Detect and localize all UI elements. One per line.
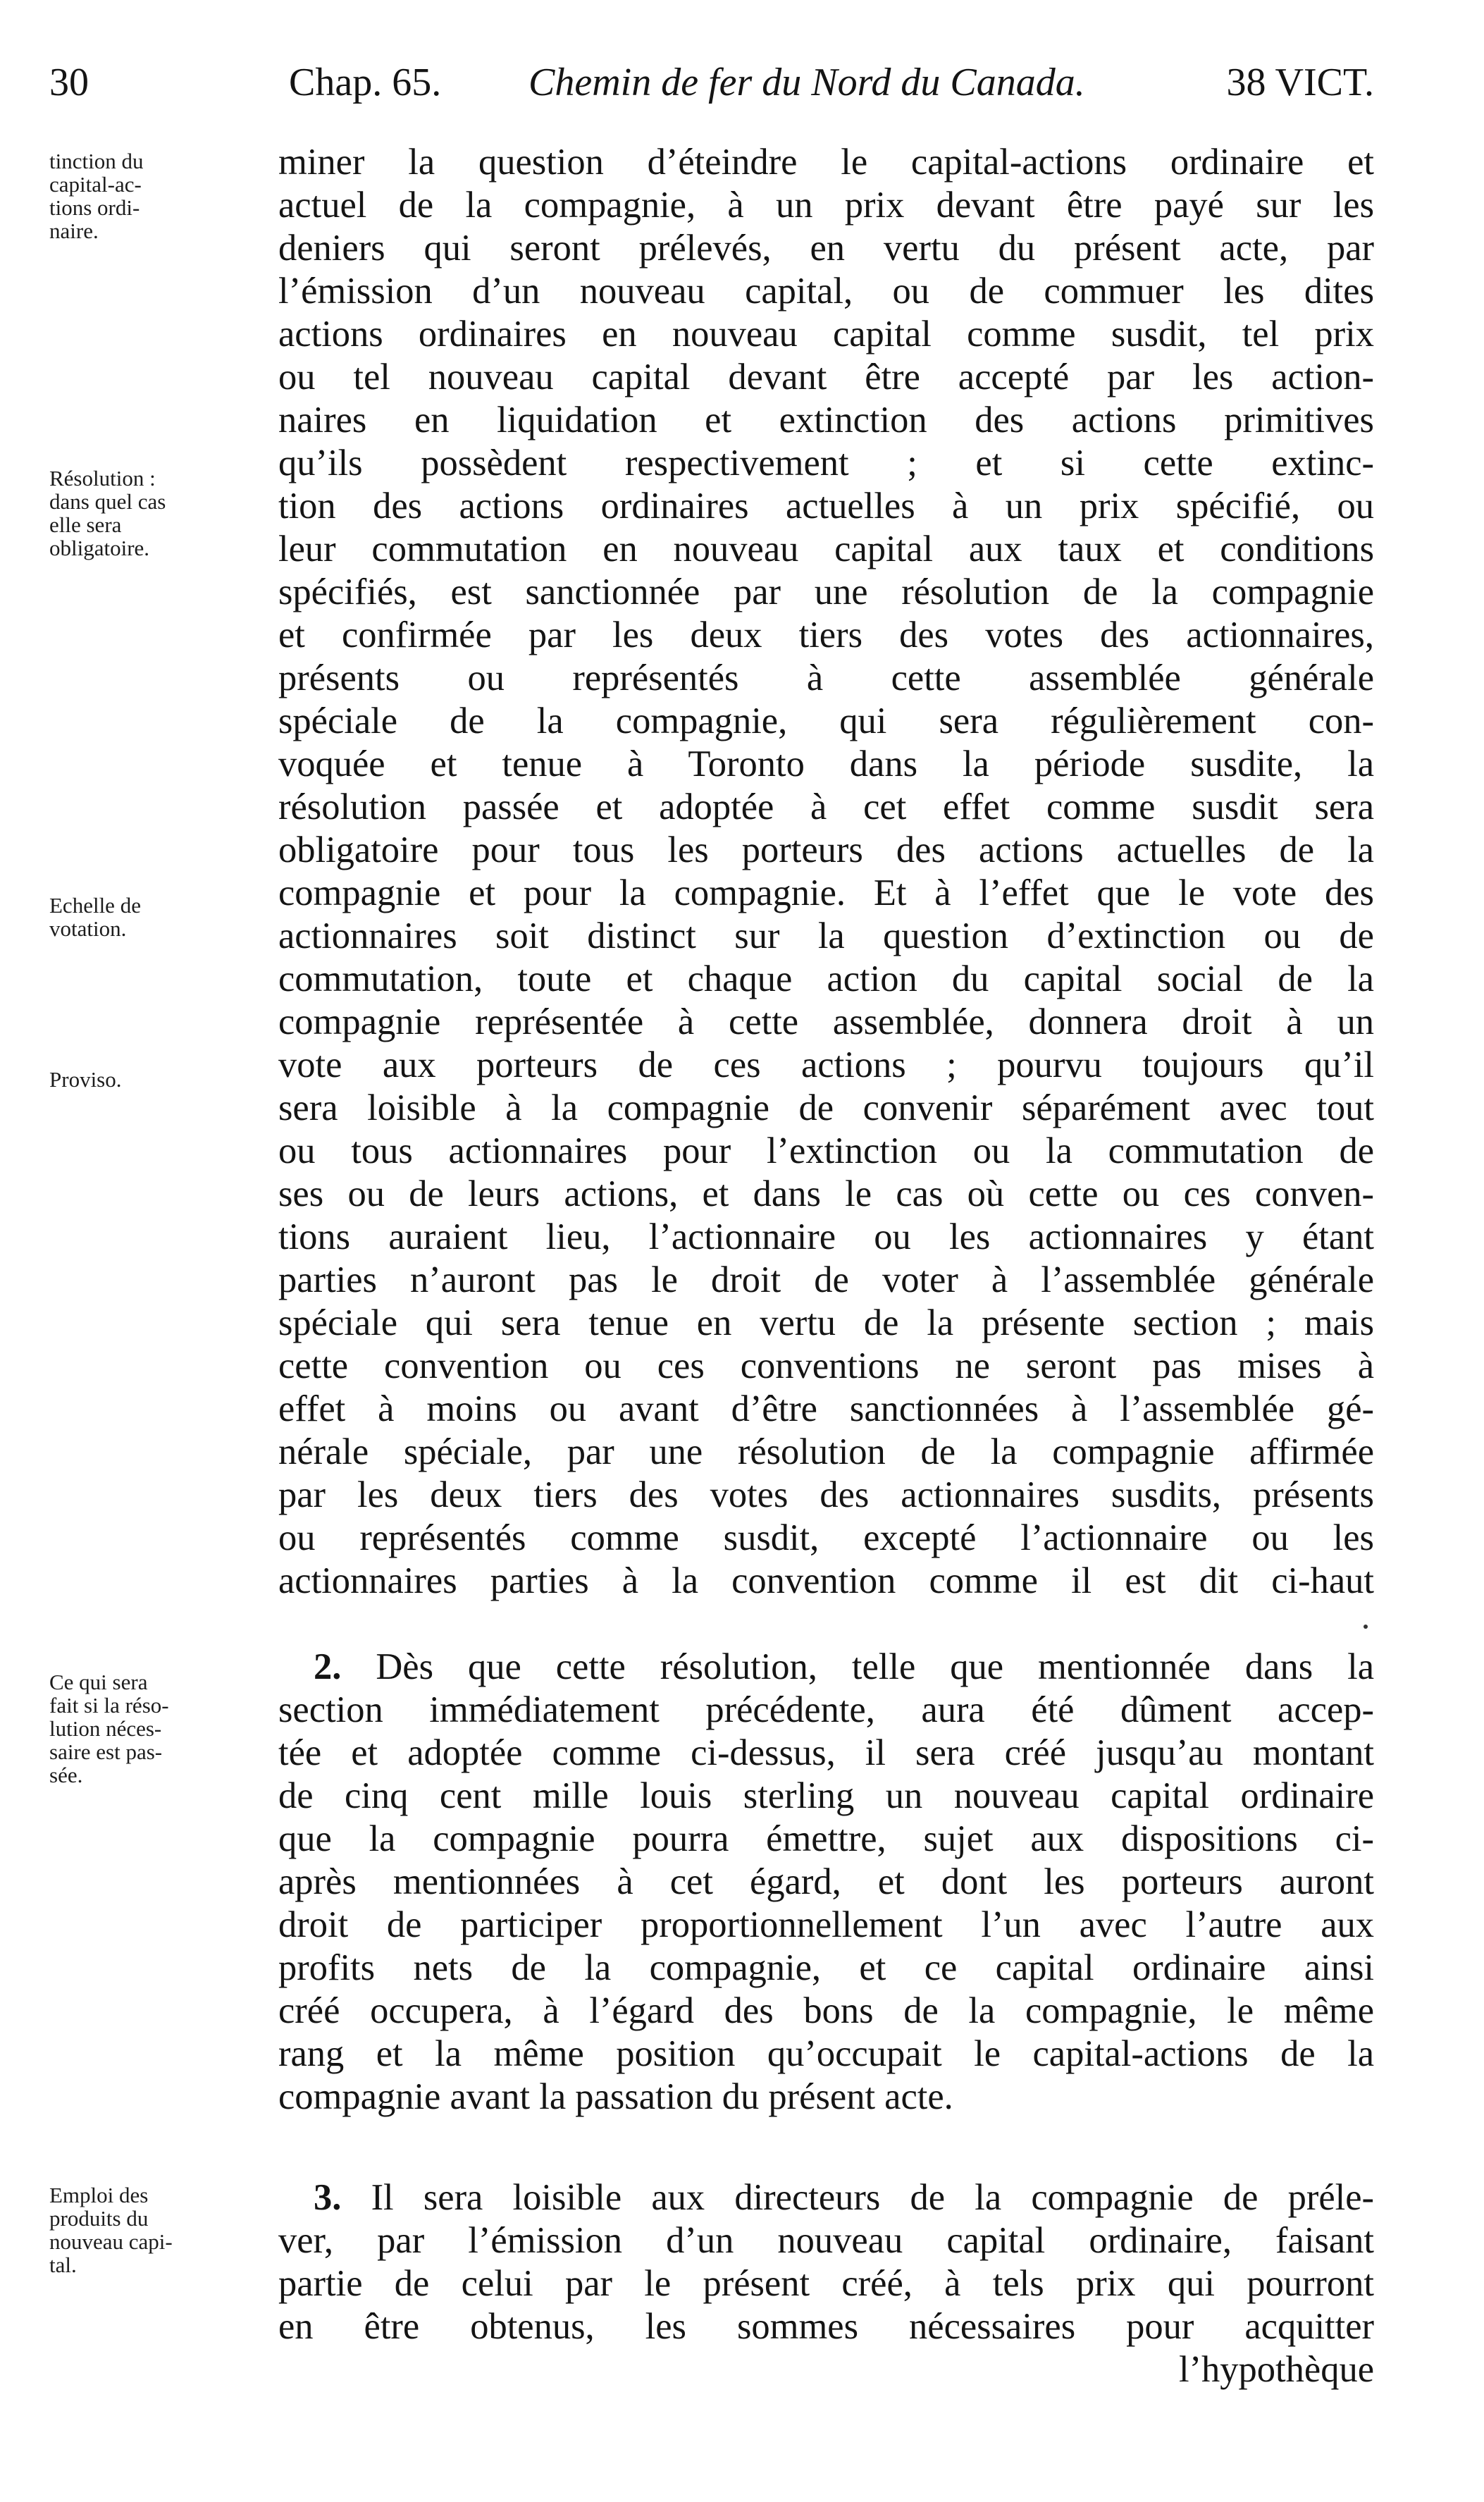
text-line: actuel de la compagnie, à un prix devant être payé sur les bbox=[278, 185, 1374, 226]
section-3 bbox=[278, 2176, 1374, 2391]
text-line: leur commutation en nouveau capital aux taux et conditions bbox=[278, 529, 1374, 569]
text-line: qu’ils possèdent respectivement ; et si cette extinc- bbox=[278, 443, 1374, 483]
text-line: ver, par l’émission d’un nouveau capital ordinaire, faisant bbox=[278, 2220, 1374, 2261]
text-line: vote aux porteurs de ces actions ; pourvu toujours qu’il bbox=[278, 1044, 1374, 1085]
margin-note-proviso: Proviso. bbox=[49, 1067, 122, 1092]
text-line: ou représentés comme susdit, excepté l’actionnaire ou les bbox=[278, 1517, 1374, 1558]
text-line: nérale spéciale, par une résolution de la compagnie affirmée bbox=[278, 1431, 1374, 1472]
text-line: après mentionnées à cet égard, et dont les porteurs auront bbox=[278, 1861, 1374, 1902]
section-number: 3. bbox=[314, 2177, 342, 2218]
paragraph-continued bbox=[278, 141, 1374, 1603]
text-line: compagnie représentée à cette assemblée, donnera droit à un bbox=[278, 1002, 1374, 1042]
text-line: cette convention ou ces conventions ne seront pas mises à bbox=[278, 1345, 1374, 1386]
text-line: ses ou de leurs actions, et dans le cas où cette ou ces conven- bbox=[278, 1173, 1374, 1214]
stray-mark bbox=[1364, 1625, 1368, 1629]
text-line: effet à moins ou avant d’être sanctionnées à l’assemblée gé- bbox=[278, 1388, 1374, 1429]
text-line: de cinq cent mille louis sterling un nouveau capital ordinaire bbox=[278, 1775, 1374, 1816]
text-line: commutation, toute et chaque action du capital social de la bbox=[278, 959, 1374, 999]
text-line: spéciale qui sera tenue en vertu de la présente section ; mais bbox=[278, 1302, 1374, 1343]
text-line: sera loisible à la compagnie de convenir séparément avec tout bbox=[278, 1087, 1374, 1128]
margin-note-resolution: Résolution : dans quel cas elle sera obligatoire. bbox=[49, 466, 166, 560]
running-header bbox=[49, 60, 1374, 116]
text-line: tions auraient lieu, l’actionnaire ou les actionnaires y étant bbox=[278, 1216, 1374, 1257]
margin-note-resolution-passed: Ce qui sera fait si la réso- lution néces- saire est pas- sée. bbox=[49, 1670, 169, 1787]
text-line: naires en liquidation et extinction des actions primitives bbox=[278, 400, 1374, 440]
text-line: droit de participer proportionnellement l’un avec l’autre aux bbox=[278, 1904, 1374, 1945]
text-line: actionnaires soit distinct sur la question d’extinction ou de bbox=[278, 916, 1374, 956]
text-line: 2. Dès que cette résolution, telle que mentionnée dans la bbox=[314, 1646, 1374, 1687]
text-line: compagnie et pour la compagnie. Et à l’effet que le vote des bbox=[278, 873, 1374, 913]
catchword: l’hypothèque bbox=[1178, 2349, 1374, 2390]
section-number: 2. bbox=[314, 1646, 342, 1687]
margin-note-voting-scale: Echelle de votation. bbox=[49, 893, 141, 941]
regnal-year: 38 VICT. bbox=[1226, 61, 1374, 104]
text-line: parties n’auront pas le droit de voter à l’assemblée générale bbox=[278, 1259, 1374, 1300]
text-line: voquée et tenue à Toronto dans la période susdite, la bbox=[278, 744, 1374, 784]
text-line: compagnie avant la passation du présent acte. bbox=[278, 2076, 953, 2117]
text-line: profits nets de la compagnie, et ce capital ordinaire ainsi bbox=[278, 1947, 1374, 1988]
text-line: section immédiatement précédente, aura été dûment accep- bbox=[278, 1689, 1374, 1730]
text-line: ou tous actionnaires pour l’extinction ou la commutation de bbox=[278, 1130, 1374, 1171]
chapter-label: Chap. 65. bbox=[289, 61, 442, 104]
text-line: ou tel nouveau capital devant être accepté par les action- bbox=[278, 357, 1374, 398]
text-line: spéciale de la compagnie, qui sera régulièrement con- bbox=[278, 701, 1374, 741]
text-line: 3. Il sera loisible aux directeurs de la compagnie de préle- bbox=[314, 2177, 1374, 2218]
text-line: obligatoire pour tous les porteurs des actions actuelles de la bbox=[278, 830, 1374, 870]
text-line: actions ordinaires en nouveau capital comme susdit, tel prix bbox=[278, 314, 1374, 355]
section-2 bbox=[278, 1646, 1374, 2119]
text-line: et confirmée par les deux tiers des votes des actionnaires, bbox=[278, 615, 1374, 655]
text-line: rang et la même position qu’occupait le capital-actions de la bbox=[278, 2033, 1374, 2074]
text-line: deniers qui seront prélevés, en vertu du présent acte, par bbox=[278, 228, 1374, 269]
text-line: résolution passée et adoptée à cet effet comme susdit sera bbox=[278, 787, 1374, 827]
act-title: Chemin de fer du Nord du Canada. bbox=[528, 61, 1085, 104]
text-line: tion des actions ordinaires actuelles à un prix spécifié, ou bbox=[278, 486, 1374, 526]
text-line: présents ou représentés à cette assemblée générale bbox=[278, 658, 1374, 698]
text-line: par les deux tiers des votes des actionnaires susdits, présents bbox=[278, 1474, 1374, 1515]
text-line: l’émission d’un nouveau capital, ou de commuer les dites bbox=[278, 271, 1374, 312]
text-line: partie de celui par le présent créé, à tels prix qui pourront bbox=[278, 2263, 1374, 2304]
text-line: en être obtenus, les sommes nécessaires pour acquitter bbox=[278, 2306, 1374, 2347]
text-line: spécifiés, est sanctionnée par une résolution de la compagnie bbox=[278, 572, 1374, 612]
margin-note-extinction: tinction du capital-ac- tions ordi- naire. bbox=[49, 149, 144, 243]
page-number: 30 bbox=[49, 61, 89, 104]
text-line: que la compagnie pourra émettre, sujet aux dispositions ci- bbox=[278, 1818, 1374, 1859]
text-line: tée et adoptée comme ci-dessus, il sera créé jusqu’au montant bbox=[278, 1732, 1374, 1773]
margin-note-use-of-proceeds: Emploi des produits du nouveau capi- tal. bbox=[49, 2183, 173, 2277]
text-line: créé occupera, à l’égard des bons de la compagnie, le même bbox=[278, 1990, 1374, 2031]
text-line: miner la question d’éteindre le capital-actions ordinaire et bbox=[278, 142, 1374, 183]
text-line: actionnaires parties à la convention comme il est dit ci-haut bbox=[278, 1560, 1374, 1601]
